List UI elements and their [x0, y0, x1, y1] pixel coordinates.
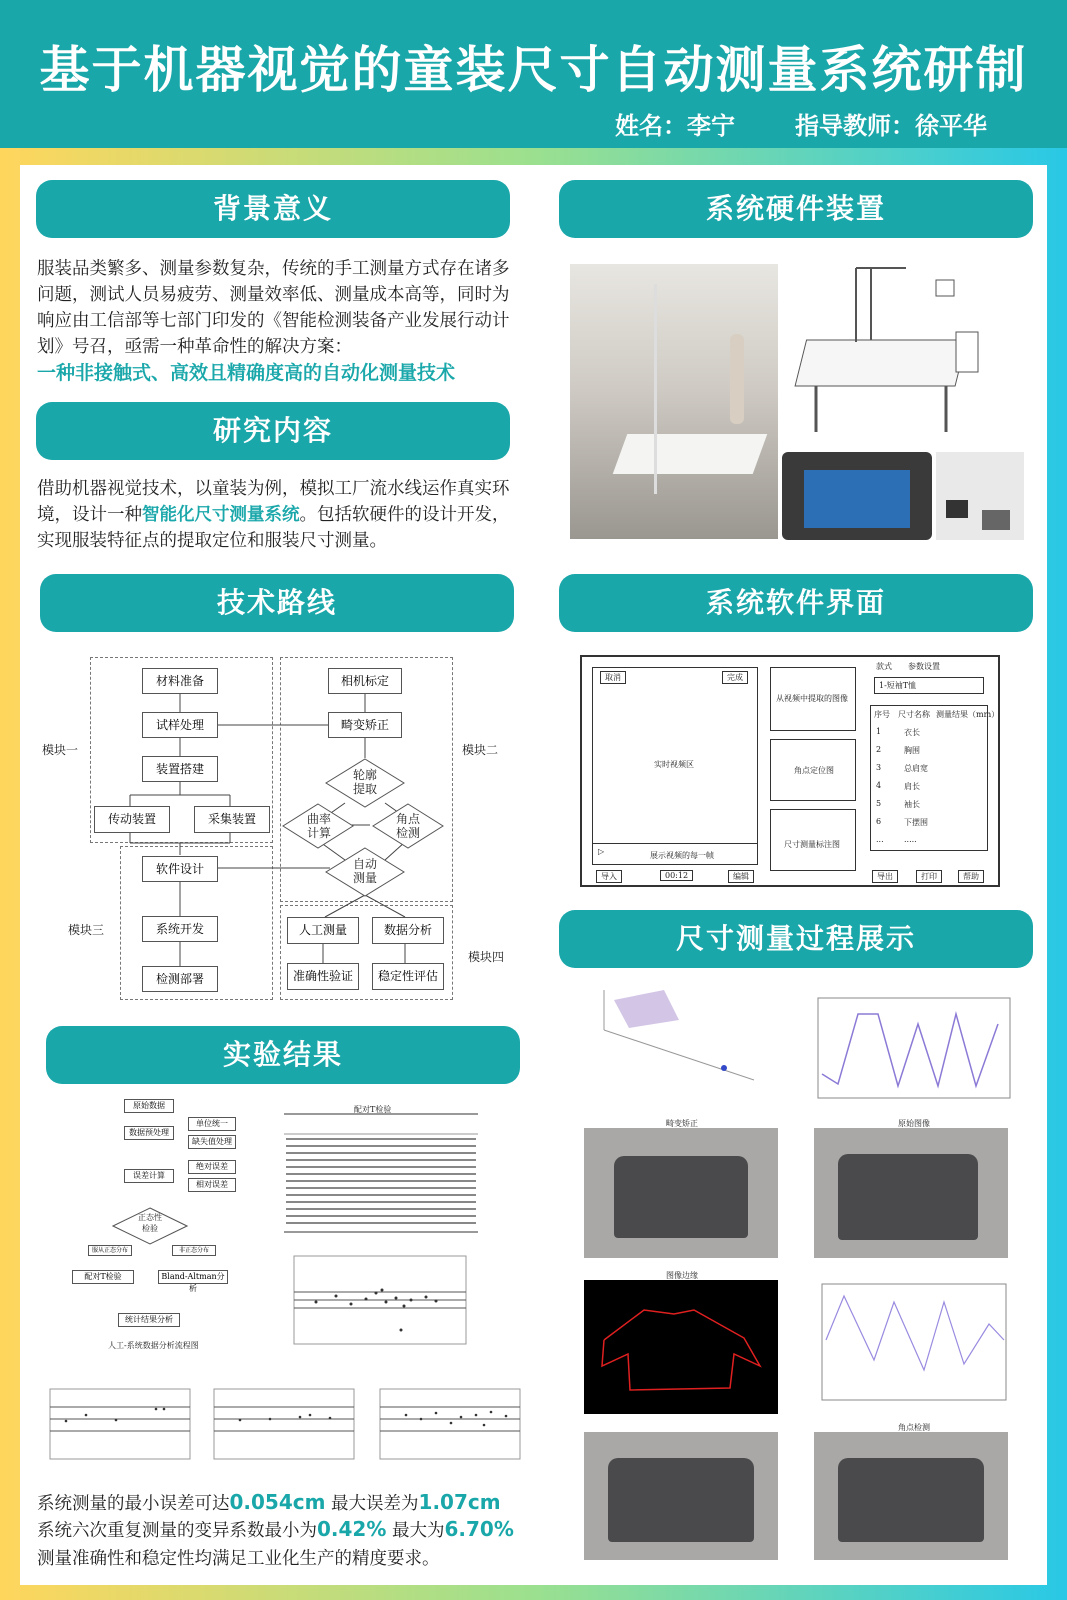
bland-altman-c [366, 1385, 526, 1473]
result-1b: 最大误差为 [331, 1494, 419, 1514]
node-manual-measure: 人工测量 [287, 917, 359, 944]
caption-corrected: 畸变矫正 [666, 1119, 698, 1128]
camera-pole [654, 284, 657, 494]
bland-altman-a [36, 1385, 196, 1473]
play-icon[interactable]: ▷ [598, 847, 605, 856]
research-highlight: 智能化尺寸测量系统 [142, 505, 300, 525]
node-distortion: 畸变矫正 [328, 712, 402, 738]
hardware-diagram [786, 262, 1022, 440]
style-select[interactable]: 1-短袖T恤 [874, 677, 984, 694]
background-body: 服装品类繁多、测量参数复杂，传统的手工测量方式存在诸多问题，测试人员易疲劳、测量效率低、测量成本高等，同时为响应由工信部等七部门印发的《智能检测装备产业发展行动计划》号召，亟需一种革命性的解决方案： [37, 259, 510, 357]
flow-bland-altman: Bland-Altman分析 [158, 1270, 228, 1284]
module4-label: 模块四 [468, 950, 505, 964]
node-software-design: 软件设计 [142, 856, 218, 882]
mark-label: 尺寸测量标注图 [784, 840, 840, 849]
flow-rel-error: 相对误差 [188, 1178, 236, 1192]
flow-summary: 统计结果分析 [118, 1313, 180, 1327]
row-5-no: 5 [876, 799, 882, 808]
row-6-no: 6 [876, 817, 882, 826]
section-software-heading: 系统软件界面 [559, 574, 1033, 632]
controller-box-1 [946, 500, 968, 518]
image-corrected [584, 1119, 778, 1258]
image-edges [584, 1271, 778, 1414]
row-3-no: 3 [876, 763, 882, 772]
result-2a: 系统六次重复测量的变异系数最小为 [37, 1521, 317, 1541]
row-7-no: ... [876, 835, 884, 844]
software-mockup [580, 655, 1000, 887]
node-data-analysis: 数据分析 [372, 917, 444, 944]
garment-2 [838, 1154, 978, 1240]
row-4-name: 肩长 [904, 782, 920, 791]
section-background-heading: 背景意义 [36, 180, 510, 238]
corner-plot [814, 1280, 1010, 1410]
row-1-name: 衣长 [904, 728, 920, 737]
node-curvature: 曲率计算 [306, 812, 331, 840]
section-process-heading: 尺寸测量过程展示 [559, 910, 1033, 968]
poster-title: 基于机器视觉的童装尺寸自动测量系统研制 [39, 41, 1028, 99]
image-original [814, 1119, 1008, 1258]
style-label: 款式 [876, 662, 892, 671]
ttest-table-title: 配对T检验 [354, 1105, 392, 1114]
flow-missing: 缺失值处理 [188, 1135, 236, 1149]
node-camera-calib: 相机标定 [328, 668, 402, 694]
col-no: 序号 [874, 710, 890, 719]
result-table [870, 705, 988, 851]
row-2-no: 2 [876, 745, 882, 754]
touch-screen [804, 470, 910, 528]
module1-label: 模块一 [42, 743, 79, 757]
author-name: 姓名：李宁 [615, 112, 735, 140]
flow-raw: 原始数据 [124, 1099, 174, 1113]
result-2b: 最大为 [391, 1521, 445, 1541]
live-video-label: 实时视频区 [654, 760, 694, 769]
row-1-no: 1 [876, 727, 882, 736]
conveyor-belt [613, 434, 768, 474]
result-cv-min: 0.42% [317, 1517, 387, 1541]
mannequin [730, 334, 744, 424]
flow-caption: 人工-系统数据分析流程图 [108, 1341, 199, 1350]
params-label: 参数设置 [908, 662, 940, 671]
module3-label: 模块三 [68, 923, 105, 937]
controller-photo [936, 452, 1024, 540]
node-sample-process: 试样处理 [142, 712, 218, 738]
advisor-name: 指导教师：徐平华 [795, 112, 987, 140]
node-accuracy: 准确性验证 [287, 963, 359, 990]
caption-original: 原始图像 [898, 1119, 930, 1128]
section-results-heading: 实验结果 [46, 1026, 520, 1084]
result-cv-max: 6.70% [444, 1517, 514, 1541]
row-4-no: 4 [876, 781, 882, 790]
point-cloud-plot [584, 980, 764, 1090]
extract-label: 从视频中提取的图像 [776, 694, 848, 703]
ttest-table-lines [284, 1104, 478, 1234]
curvature-plot [808, 994, 1014, 1108]
background-highlight: 一种非接触式、高效且精确度高的自动化测量技术 [37, 362, 456, 384]
help-button[interactable]: 帮助 [958, 870, 984, 883]
image-measure [584, 1432, 778, 1560]
row-7-name: ..... [904, 835, 917, 844]
edit-button[interactable]: 编辑 [728, 870, 754, 883]
bland-altman-main [276, 1252, 476, 1362]
print-button[interactable]: 打印 [916, 870, 942, 883]
result-max-error: 1.07cm [418, 1490, 501, 1514]
node-stability: 稳定性评估 [372, 963, 444, 990]
result-line-3: 测量准确性和稳定性均满足工业化生产的精度要求。 [37, 1549, 440, 1569]
flow-preprocess: 数据预处理 [124, 1126, 174, 1140]
flow-normality: 正态性检验 [138, 1213, 162, 1233]
time-display: 00:12 [660, 870, 693, 881]
garment-3 [608, 1458, 754, 1542]
flow-error: 误差计算 [124, 1169, 174, 1183]
research-body-a: 借助机器视觉技术，以童装为例，模拟工厂流水线运作真实环境，设计一种 [37, 479, 510, 525]
node-transmission: 传动装置 [94, 806, 170, 833]
row-2-name: 胸围 [904, 746, 920, 755]
frame-divider [592, 843, 758, 844]
caption-corners: 角点检测 [898, 1423, 930, 1432]
node-contour: 轮廓提取 [352, 768, 377, 796]
row-5-name: 袖长 [904, 800, 920, 809]
corner-label: 角点定位图 [794, 766, 834, 775]
research-body-b: 。包括软硬件的设计开发，实现服装特征点的提取定位和服装尺寸测量。 [37, 505, 510, 551]
node-material-prep: 材料准备 [142, 668, 218, 694]
node-corner: 角点检测 [395, 812, 420, 840]
export-button[interactable]: 导出 [872, 870, 898, 883]
result-line-1 [37, 1490, 501, 1515]
flow-ttest: 配对T检验 [72, 1270, 134, 1284]
touch-panel-photo [782, 452, 932, 540]
row-3-name: 总肩宽 [904, 764, 928, 773]
flow-non-normal: 非正态分布 [172, 1245, 216, 1256]
flow-abs-error: 绝对误差 [188, 1160, 236, 1174]
frame-label: 展示视频的每一帧 [650, 851, 714, 860]
section-hardware-heading: 系统硬件装置 [559, 180, 1033, 238]
section-tech-heading: 技术路线 [40, 574, 514, 632]
bland-altman-b [200, 1385, 360, 1473]
node-acquisition: 采集装置 [194, 806, 270, 833]
import-button[interactable]: 导入 [596, 870, 622, 883]
result-min-error: 0.054cm [229, 1490, 326, 1514]
controller-box-2 [982, 510, 1010, 530]
node-device-build: 装置搭建 [142, 756, 218, 782]
col-name: 尺寸名称 [898, 710, 930, 719]
flow-unit: 单位统一 [188, 1117, 236, 1131]
result-1a: 系统测量的最小误差可达 [37, 1494, 230, 1514]
node-deploy: 检测部署 [142, 966, 218, 992]
col-result: 测量结果（mm） [936, 710, 1000, 719]
cancel-button[interactable]: 取消 [600, 671, 626, 684]
row-6-name: 下摆围 [904, 818, 928, 827]
flow-normal: 服从正态分布 [88, 1245, 132, 1256]
edge-outline [584, 1280, 778, 1414]
garment-4 [838, 1458, 984, 1542]
node-auto-measure: 自动测量 [352, 857, 377, 885]
caption-edges: 图像边缘 [666, 1271, 698, 1280]
hardware-photo [570, 264, 778, 539]
result-line-2 [37, 1517, 514, 1542]
section-research-heading: 研究内容 [36, 402, 510, 460]
image-corners [814, 1423, 1008, 1560]
ttest-table [284, 1104, 478, 1234]
done-button[interactable]: 完成 [722, 671, 748, 684]
node-system-dev: 系统开发 [142, 916, 218, 942]
garment-1 [614, 1156, 748, 1238]
module2-label: 模块二 [462, 743, 499, 757]
